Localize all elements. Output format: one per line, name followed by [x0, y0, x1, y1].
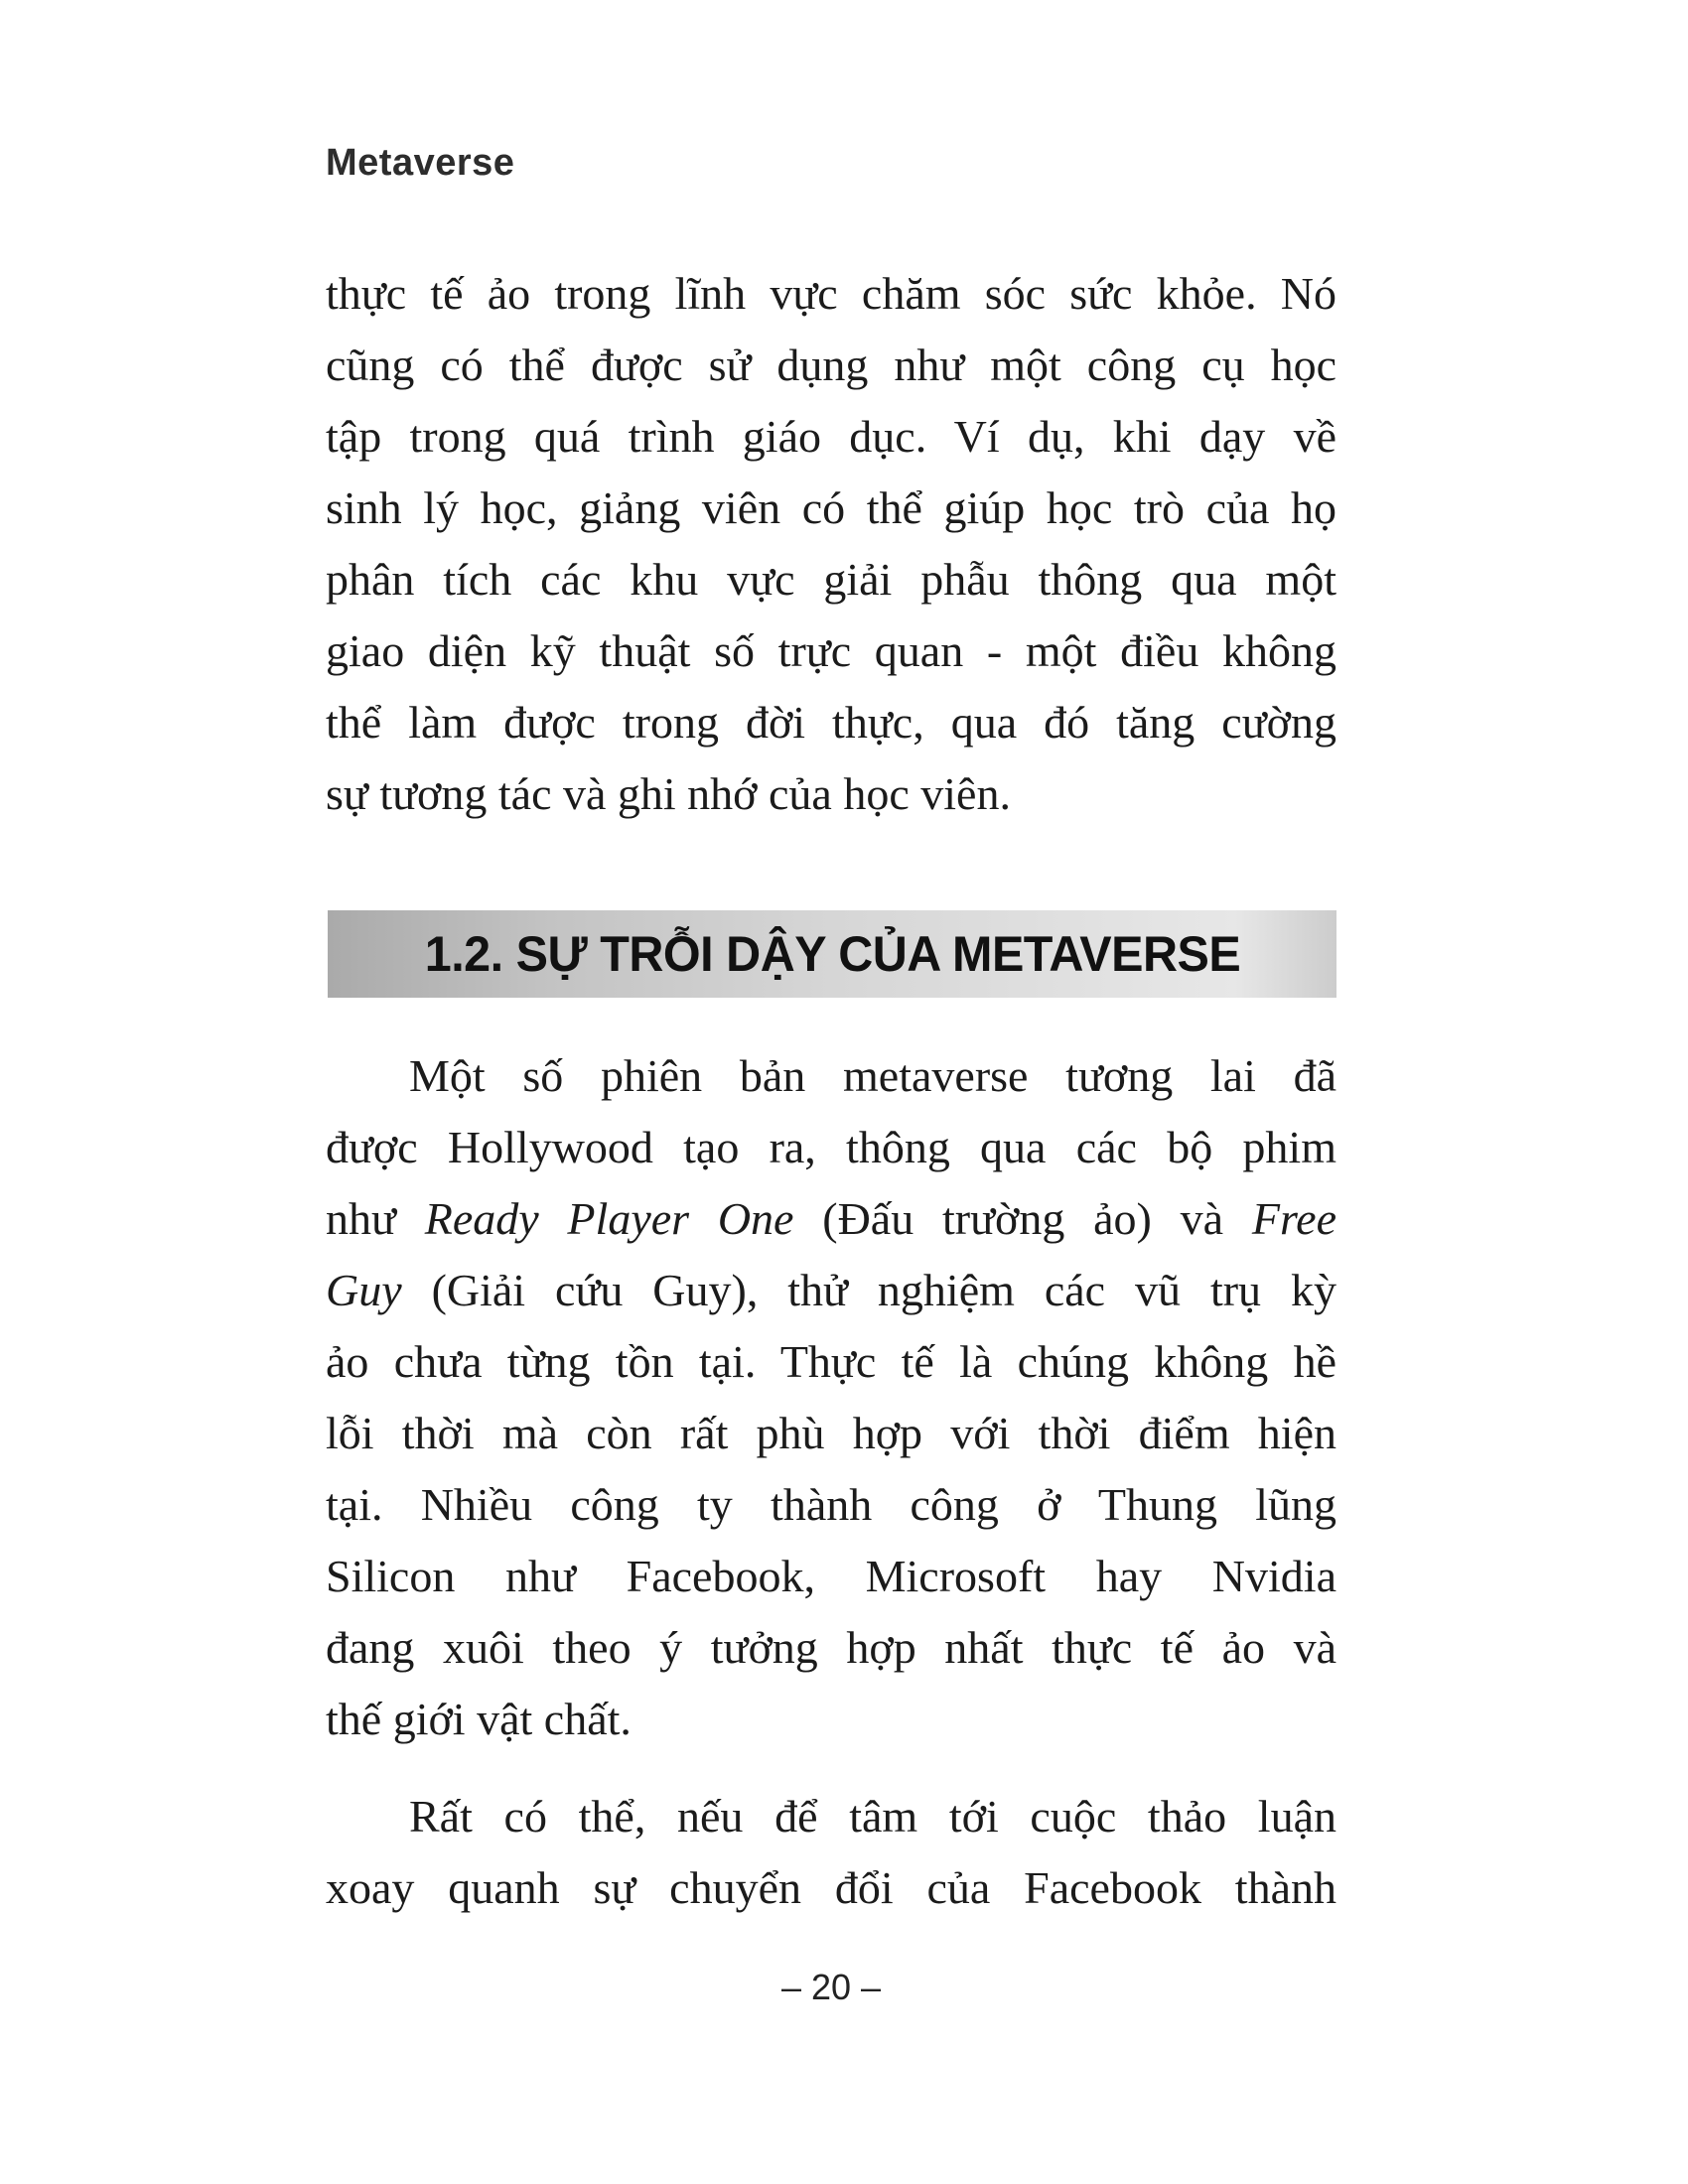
text-segment: thực tế ảo trong lĩnh vực chăm sóc sức khỏe. Nó [326, 268, 1336, 319]
text-line [326, 1469, 1336, 1541]
text-line [326, 758, 1336, 830]
section-heading-text: 1.2. SỰ TRỖI DẬY CỦA METAVERSE [424, 926, 1240, 982]
italic-text: Ready Player One [424, 1193, 794, 1244]
text-line [326, 544, 1336, 615]
text-line [326, 258, 1336, 330]
text-segment: phân tích các khu vực giải phẫu thông qua một [326, 554, 1336, 605]
text-segment: lỗi thời mà còn rất phù hợp với thời điểm hiện [326, 1408, 1336, 1458]
text-segment: cũng có thể được sử dụng như một công cụ học [326, 340, 1336, 390]
paragraph [326, 258, 1336, 830]
text-segment: giao diện kỹ thuật số trực quan - một điều không [326, 625, 1336, 676]
text-line [326, 1852, 1336, 1924]
text-segment: sự tương tác và ghi nhớ của học viên. [326, 768, 1011, 819]
text-segment: Một số phiên bản metaverse tương lai đã [409, 1050, 1336, 1101]
text-segment: như [326, 1193, 425, 1244]
text-line [326, 1541, 1336, 1612]
text-line [326, 1183, 1336, 1255]
italic-text: Free [1251, 1193, 1336, 1244]
text-segment: Rất có thể, nếu để tâm tới cuộc thảo luận [409, 1791, 1336, 1842]
text-segment: sinh lý học, giảng viên có thể giúp học trò của họ [326, 482, 1336, 533]
text-line [326, 1398, 1336, 1469]
text-segment: được Hollywood tạo ra, thông qua các bộ phim [326, 1122, 1336, 1172]
text-segment: (Đấu trường ảo) và [793, 1193, 1252, 1244]
text-line [326, 1684, 1336, 1755]
paragraph [326, 1781, 1336, 1924]
text-segment: (Giải cứu Guy), thử nghiệm các vũ trụ kỳ [401, 1265, 1336, 1315]
text-line [326, 1326, 1336, 1398]
text-segment: tập trong quá trình giáo dục. Ví dụ, khi dạy về [326, 411, 1336, 462]
text-segment: xoay quanh sự chuyển đổi của Facebook thành [326, 1862, 1336, 1913]
text-line [326, 1612, 1336, 1684]
text-line [326, 330, 1336, 401]
text-segment: đang xuôi theo ý tưởng hợp nhất thực tế ảo và [326, 1622, 1336, 1673]
page-number: – 20 – [780, 1967, 882, 2007]
text-segment: thế giới vật chất. [326, 1694, 632, 1744]
text-line [326, 1255, 1336, 1326]
text-line [326, 1112, 1336, 1183]
text-line [326, 687, 1336, 758]
text-line [326, 615, 1336, 687]
text-column [326, 0, 1336, 2184]
italic-text: Guy [326, 1265, 402, 1315]
running-header: Metaverse [326, 142, 515, 184]
text-line [326, 401, 1336, 473]
text-line [326, 473, 1336, 544]
text-segment: ảo chưa từng tồn tại. Thực tế là chúng không hề [326, 1336, 1336, 1387]
text-line [326, 1040, 1336, 1112]
text-segment: thể làm được trong đời thực, qua đó tăng cường [326, 697, 1336, 748]
text-line [326, 1781, 1336, 1852]
text-segment: Silicon như Facebook, Microsoft hay Nvidia [326, 1551, 1336, 1601]
text-segment: tại. Nhiều công ty thành công ở Thung lũng [326, 1479, 1336, 1530]
paragraph [326, 1040, 1336, 1755]
